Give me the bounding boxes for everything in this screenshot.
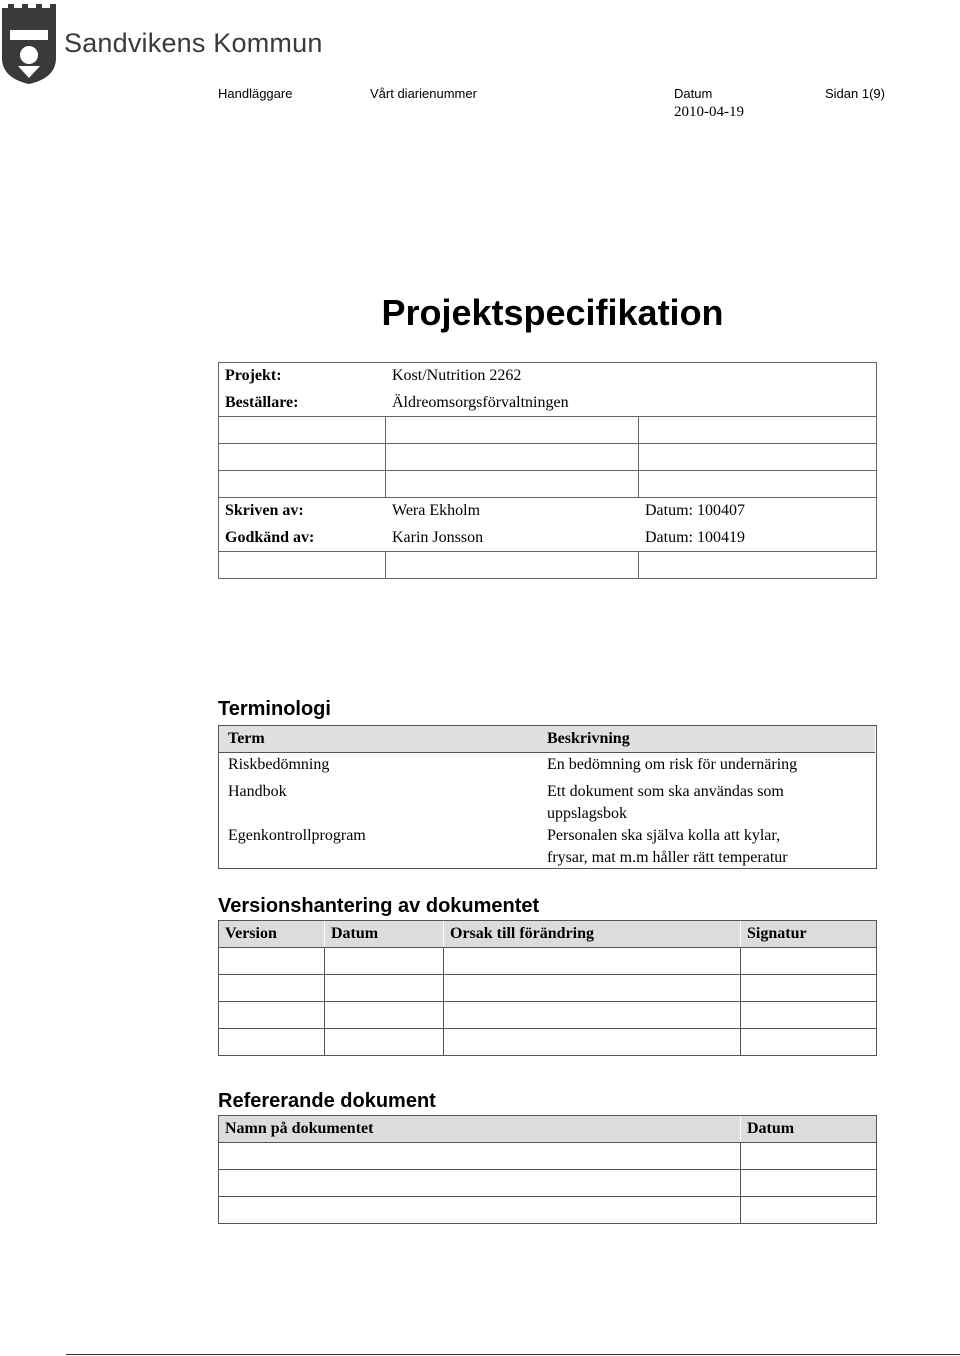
handlaggare-label: Handläggare: [218, 86, 293, 101]
bestallare-value: Äldreomsorgsförvaltningen: [386, 390, 877, 417]
coat-of-arms-icon: [0, 0, 60, 86]
table-row: [219, 444, 877, 471]
empty-cell: [219, 975, 325, 1002]
empty-cell: [219, 948, 325, 975]
empty-cell: [219, 1002, 325, 1029]
empty-cell: [219, 552, 386, 579]
terminology-heading: Terminologi: [218, 698, 331, 720]
versions-table: [218, 920, 877, 1056]
description-cell-cont: uppslagsbok: [547, 805, 627, 822]
col-version: Version: [219, 921, 325, 948]
org-name: Sandvikens Kommun: [64, 28, 323, 58]
empty-cell: [219, 417, 386, 444]
empty-cell: [741, 1143, 877, 1170]
empty-cell: [219, 1029, 325, 1056]
godkand-value: Karin Jonsson: [386, 525, 639, 552]
projekt-value: Kost/Nutrition 2262: [386, 363, 877, 390]
empty-cell: [386, 417, 639, 444]
empty-cell: [444, 1029, 741, 1056]
page-title: Projektspecifikation: [381, 292, 724, 333]
page-number: Sidan 1(9): [825, 86, 885, 101]
empty-cell: [325, 948, 444, 975]
empty-cell: [219, 471, 386, 498]
table-row: [219, 498, 877, 525]
empty-cell: [325, 1029, 444, 1056]
description-cell: Ett dokument som ska användas som: [547, 783, 784, 800]
empty-cell: [639, 552, 877, 579]
skriven-label: Skriven av:: [219, 498, 386, 525]
col-term: Term: [228, 730, 265, 747]
table-row: [219, 1002, 877, 1029]
table-row: [219, 390, 877, 417]
col-orsak: Orsak till förändring: [444, 921, 741, 948]
empty-cell: [219, 1170, 741, 1197]
description-cell-cont: frysar, mat m.m håller rätt temperatur: [547, 849, 788, 866]
empty-cell: [386, 552, 639, 579]
table-row: [219, 1029, 877, 1056]
empty-cell: [444, 1002, 741, 1029]
empty-cell: [386, 444, 639, 471]
table-row: [219, 975, 877, 1002]
empty-cell: [741, 1002, 877, 1029]
document-date: 2010-04-19: [674, 104, 744, 120]
datum-label: Datum: [674, 86, 713, 101]
versions-heading: Versionshantering av dokumentet: [218, 895, 540, 917]
description-cell: En bedömning om risk för undernäring: [547, 756, 798, 773]
empty-cell: [444, 975, 741, 1002]
bestallare-label: Beställare:: [219, 390, 386, 417]
table-row: [219, 363, 877, 390]
table-row: [219, 1197, 877, 1224]
empty-cell: [741, 1170, 877, 1197]
references-heading: Refererande dokument: [218, 1090, 436, 1112]
table-row: [219, 1143, 877, 1170]
term-cell: Riskbedömning: [228, 756, 330, 773]
empty-cell: [741, 948, 877, 975]
col-datum: Datum: [741, 1116, 877, 1143]
table-row: [219, 471, 877, 498]
table-header-row: [219, 1116, 877, 1143]
col-signatur: Signatur: [741, 921, 877, 948]
table-row: [219, 1170, 877, 1197]
description-cell: Personalen ska själva kolla att kylar,: [547, 827, 781, 844]
project-table: [218, 362, 877, 579]
term-cell: Handbok: [228, 783, 287, 800]
skriven-datum: Datum: 100407: [639, 498, 877, 525]
empty-cell: [741, 1029, 877, 1056]
table-row: [219, 552, 877, 579]
col-description: Beskrivning: [547, 730, 630, 747]
col-datum: Datum: [325, 921, 444, 948]
empty-cell: [219, 444, 386, 471]
empty-cell: [219, 1197, 741, 1224]
skriven-value: Wera Ekholm: [386, 498, 639, 525]
empty-cell: [639, 471, 877, 498]
logo: [0, 0, 330, 86]
table-row: [219, 948, 877, 975]
godkand-label: Godkänd av:: [219, 525, 386, 552]
term-cell: Egenkontrollprogram: [228, 827, 366, 844]
references-table: [218, 1115, 877, 1224]
table-header-row: [219, 921, 877, 948]
empty-cell: [219, 1143, 741, 1170]
footer-divider: [66, 1354, 960, 1355]
empty-cell: [386, 471, 639, 498]
empty-cell: [325, 1002, 444, 1029]
empty-cell: [741, 975, 877, 1002]
table-row: [219, 417, 877, 444]
empty-cell: [741, 1197, 877, 1224]
empty-cell: [444, 948, 741, 975]
col-namn: Namn på dokumentet: [219, 1116, 741, 1143]
empty-cell: [639, 417, 877, 444]
godkand-datum: Datum: 100419: [639, 525, 877, 552]
diarienummer-label: Vårt diarienummer: [370, 86, 477, 101]
empty-cell: [639, 444, 877, 471]
projekt-label: Projekt:: [219, 363, 386, 390]
table-row: [219, 525, 877, 552]
empty-cell: [325, 975, 444, 1002]
